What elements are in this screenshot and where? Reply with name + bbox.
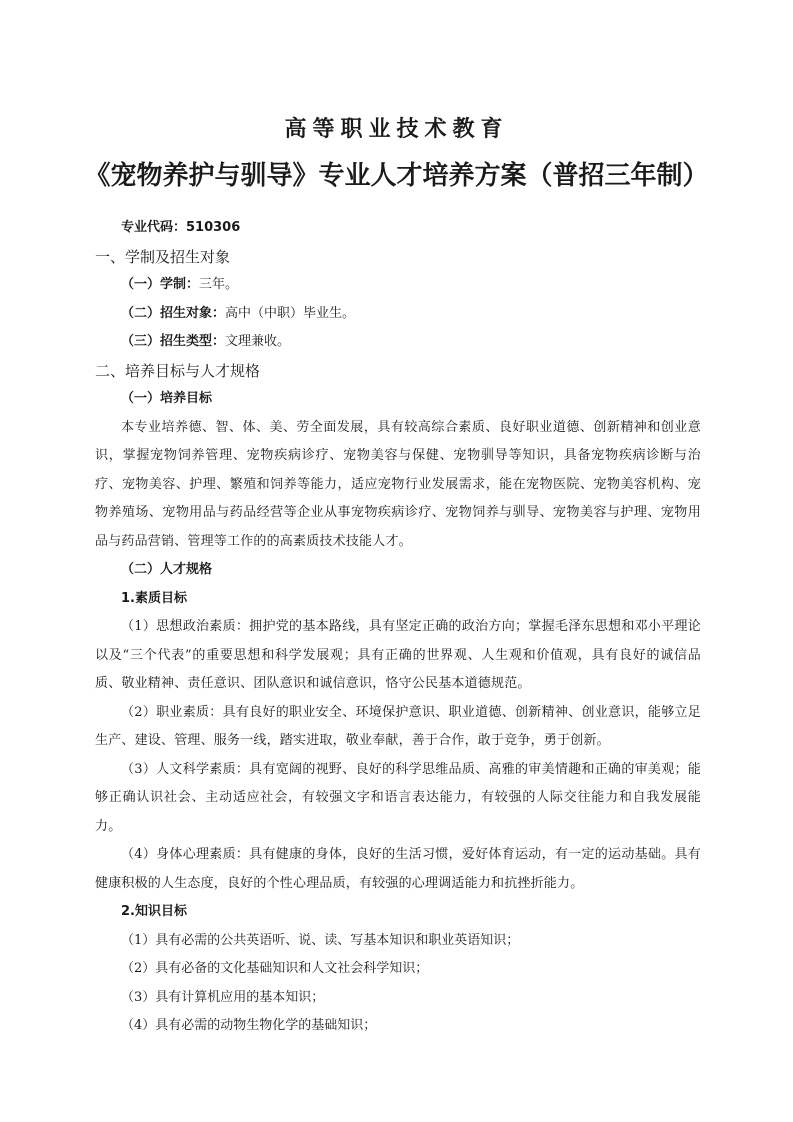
document-header: 高等职业技术教育 bbox=[284, 117, 509, 142]
major-code: 专业代码：510306 bbox=[121, 220, 241, 235]
knowledge-item-4: （4）具有必需的动物生物化学的基础知识； bbox=[121, 1018, 377, 1033]
item-label: （二）招生对象： bbox=[121, 305, 226, 321]
subheading-goal: （一）培养目标 bbox=[121, 391, 213, 406]
goal-paragraph: 本专业培养德、智、体、美、劳全面发展，具有较高综合素质、良好职业道德、创新精神和创业意识，掌握宠物饲养管理、宠物疾病诊疗、宠物美容与保健、宠物驯导等知识，具备宠物疾病诊断与治疗、宠物美容、护理、繁殖和饲养等能力，适应宠物行业发展需求，能在宠物医院、宠物美容机构、宠物养殖场、宠物用品与药品经营等企业从事宠物疾病诊疗、宠物饲养与驯导、宠物美容与护理、宠物用品与药品营销、管理等工作的的高素质技术技能人才。 bbox=[95, 419, 701, 549]
quality-paragraph-2: （2）职业素质：具有良好的职业安全、环境保护意识、职业道德、创新精神、创业意识，能够立足生产、建设、管理、服务一线，踏实进取，敬业奉献，善于合作，敢于竞争，勇于创新。 bbox=[95, 704, 701, 748]
item-label: （三）招生类型： bbox=[121, 334, 226, 349]
quality-paragraph-3: （3）人文科学素质：具有宽阔的视野、良好的科学思维品质、高雅的审美情趣和正确的审美观；能够正确认识社会、主动适应社会，有较强文字和语言表达能力，有较强的人际交往能力和自我发展能力。 bbox=[95, 761, 701, 834]
section-heading-2: 二、培养目标与人才规格 bbox=[95, 361, 261, 380]
subheading-quality: 1.素质目标 bbox=[121, 590, 187, 606]
quality-paragraph-1: （1）思想政治素质：拥护党的基本路线，具有坚定正确的政治方向；掌握毛泽东思想和邓小平理论以及“三个代表”的重要思想和科学发展观；具有正确的世界观、人生观和价值观，具有良好的诚信品质、敬业精神、责任意识、团队意识和诚信意识，恪守公民基本道德规范。 bbox=[95, 619, 701, 691]
knowledge-item-3: （3）具有计算机应用的基本知识； bbox=[121, 989, 325, 1005]
document-title: 《宠物养护与驯导》专业人才培养方案（普招三年制） bbox=[84, 161, 709, 191]
item-label: （一）学制： bbox=[121, 277, 200, 292]
item-value: 高中（中职）毕业生。 bbox=[225, 305, 356, 321]
item-value: 三年。 bbox=[199, 277, 239, 292]
subheading-knowledge: 2.知识目标 bbox=[121, 904, 187, 919]
quality-paragraph-4: （4）身体心理素质：具有健康的身体，良好的生活习惯，爱好体育运动，有一定的运动基础。具有健康积极的人生态度，良好的个性心理品质，有较强的心理调适能力和抗挫折能力。 bbox=[95, 847, 701, 891]
item-duration bbox=[95, 271, 701, 300]
section-heading-1: 一、学制及招生对象 bbox=[95, 247, 231, 266]
item-value: 文理兼收。 bbox=[225, 334, 291, 349]
document-body bbox=[95, 214, 701, 1041]
knowledge-item-2: （2）具有必备的文化基础知识和人文社会科学知识； bbox=[121, 961, 429, 976]
subheading-spec: （二）人才规格 bbox=[121, 562, 213, 577]
item-enrollment-target bbox=[95, 300, 701, 329]
item-enrollment-type bbox=[95, 328, 701, 357]
knowledge-item-1: （1）具有必需的公共英语听、说、读、写基本知识和职业英语知识； bbox=[121, 932, 520, 948]
